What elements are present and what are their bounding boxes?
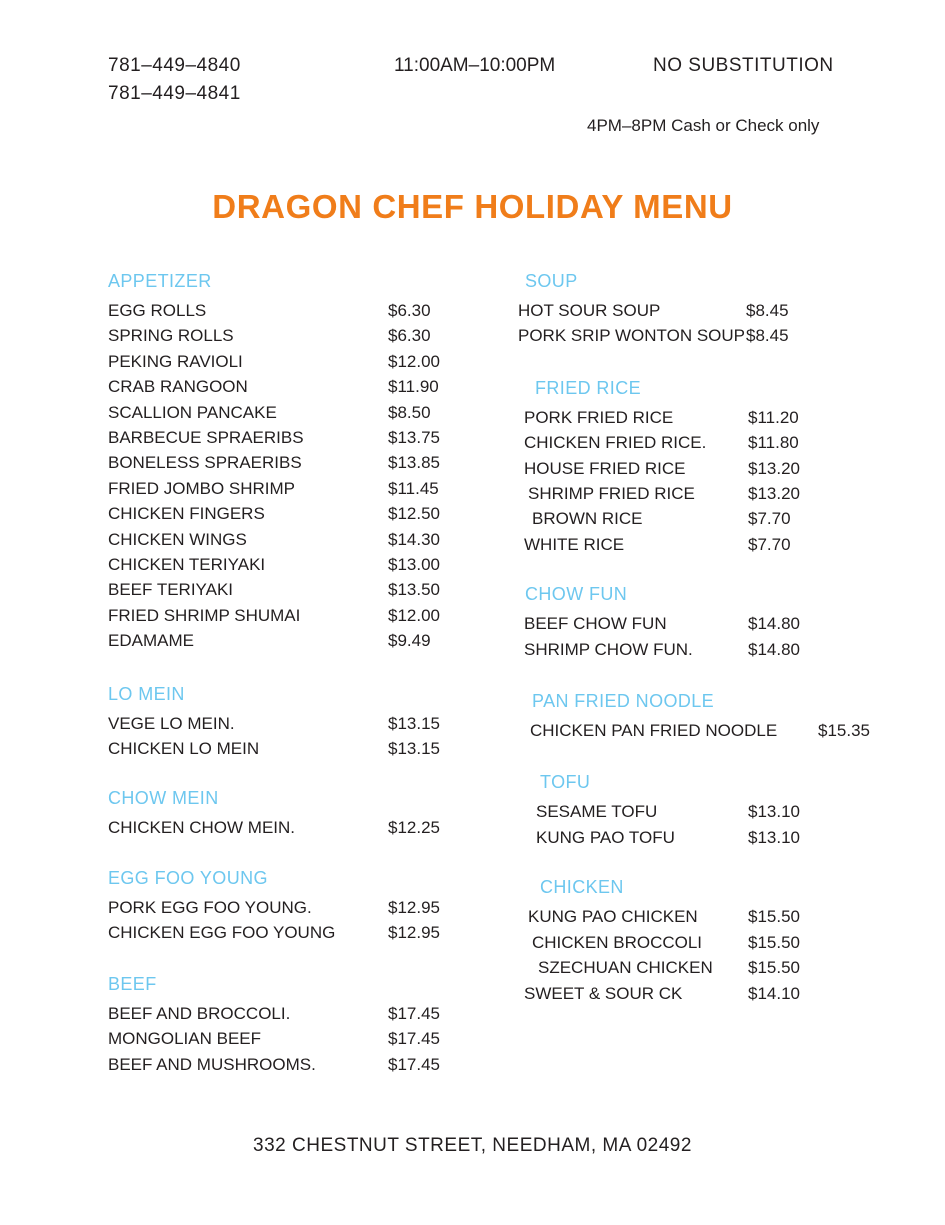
menu-header xyxy=(0,52,945,152)
menu-section xyxy=(108,681,468,785)
menu-item-price: $15.50 xyxy=(748,932,800,952)
menu-item-row xyxy=(518,955,898,980)
menu-item-name: BONELESS SPRAERIBS xyxy=(108,453,302,473)
menu-item-row xyxy=(108,920,468,945)
menu-item-row xyxy=(108,1001,468,1026)
menu-item-name: CHICKEN CHOW MEIN. xyxy=(108,817,295,837)
page-title: DRAGON CHEF HOLIDAY MENU xyxy=(212,188,733,225)
menu-item-price: $8.45 xyxy=(746,301,789,320)
menu-item-name: VEGE LO MEIN. xyxy=(108,713,235,733)
menu-item-name: SPRING ROLLS xyxy=(108,326,234,346)
section-title: CHOW FUN xyxy=(525,584,628,605)
menu-item-name: CHICKEN FINGERS xyxy=(108,504,265,524)
section-title: APPETIZER xyxy=(108,271,212,291)
menu-item-name: CRAB RANGOON xyxy=(108,377,248,397)
menu-item-name: SCALLION PANCAKE xyxy=(108,402,277,422)
menu-item-row xyxy=(108,323,468,348)
section-spacer xyxy=(518,743,898,769)
section-title: FRIED RICE xyxy=(535,377,642,398)
menu-section xyxy=(518,268,898,375)
menu-item-name: MONGOLIAN BEEF xyxy=(108,1029,262,1049)
menu-item-row xyxy=(518,904,898,929)
phone-number-primary: 781–449–4840 xyxy=(108,55,241,76)
menu-section xyxy=(518,375,898,581)
menu-item-name: KUNG PAO CHICKEN xyxy=(528,907,698,927)
section-spacer xyxy=(518,557,898,581)
menu-item-row xyxy=(518,405,898,430)
menu-item-row xyxy=(108,1052,468,1077)
menu-item-price: $14.10 xyxy=(748,983,800,1003)
menu-item-row xyxy=(108,349,468,374)
menu-item-name: CHICKEN EGG FOO YOUNG xyxy=(108,923,336,943)
menu-item-price: $9.49 xyxy=(388,631,431,651)
menu-item-row xyxy=(518,981,898,1006)
menu-item-price: $8.45 xyxy=(746,326,789,346)
menu-item-name: EDAMAME xyxy=(108,631,194,651)
menu-item-price: $12.00 xyxy=(388,351,440,371)
menu-item-row xyxy=(108,374,468,399)
menu-section xyxy=(108,268,468,681)
menu-item-price: $17.45 xyxy=(388,1054,440,1074)
menu-item-price: $13.10 xyxy=(748,802,800,822)
menu-item-price: $17.45 xyxy=(388,1003,440,1023)
menu-item-price: $11.90 xyxy=(388,377,439,397)
menu-item-row xyxy=(518,506,898,531)
menu-item-price: $14.30 xyxy=(388,529,440,549)
menu-item-name: BROWN RICE xyxy=(532,509,643,529)
menu-item-row xyxy=(518,456,898,481)
menu-item-name: BEEF AND BROCCOLI. xyxy=(108,1003,291,1023)
menu-item-name: SHRIMP CHOW FUN. xyxy=(524,639,693,659)
menu-item-row xyxy=(518,637,898,662)
menu-item-price: $13.10 xyxy=(748,827,800,847)
menu-item-row xyxy=(108,450,468,475)
menu-item-price: $7.70 xyxy=(748,534,791,554)
menu-item-row xyxy=(108,552,468,577)
section-title: EGG FOO YOUNG xyxy=(108,867,268,888)
menu-item-row xyxy=(108,476,468,501)
menu-item-price: $13.85 xyxy=(388,453,440,473)
section-spacer xyxy=(518,349,898,375)
menu-item-name: SZECHUAN CHICKEN xyxy=(538,958,713,978)
footer-address: 332 CHESTNUT STREET, NEEDHAM, MA 02492 xyxy=(253,1135,692,1156)
menu-item-row xyxy=(518,430,898,455)
menu-item-name: BEEF CHOW FUN xyxy=(524,614,667,634)
menu-item-row xyxy=(518,323,898,348)
menu-item-row xyxy=(518,532,898,557)
menu-item-price: $13.20 xyxy=(748,484,800,504)
menu-item-row xyxy=(518,718,898,743)
section-title: BEEF xyxy=(108,973,157,994)
menu-item-name: SWEET & SOUR CK xyxy=(524,983,683,1003)
menu-item-name: PORK SRIP WONTON SOUP xyxy=(518,326,746,346)
section-title: CHICKEN xyxy=(540,877,624,898)
menu-item-name: KUNG PAO TOFU xyxy=(536,827,675,847)
menu-item-price: $12.95 xyxy=(388,897,440,917)
menu-item-name: PORK EGG FOO YOUNG. xyxy=(108,897,312,917)
menu-item-row xyxy=(108,1026,468,1051)
menu-item-row xyxy=(108,527,468,552)
menu-section xyxy=(518,688,898,769)
section-spacer xyxy=(108,762,468,785)
menu-item-price: $15.35 xyxy=(818,721,870,741)
menu-item-row xyxy=(108,425,468,450)
menu-section xyxy=(518,874,898,1006)
no-substitution-note: NO SUBSTITUTION xyxy=(653,55,834,76)
menu-item-name: HOT SOUR SOUP xyxy=(518,301,661,320)
menu-item-price: $12.95 xyxy=(388,923,440,943)
section-title: SOUP xyxy=(525,271,578,291)
menu-section xyxy=(518,581,898,688)
phone-number-secondary: 781–449–4841 xyxy=(108,83,241,104)
menu-item-price: $15.50 xyxy=(748,907,800,927)
menu-item-price: $15.50 xyxy=(748,958,800,978)
menu-item-row xyxy=(108,736,468,761)
menu-item-name: EGG ROLLS xyxy=(108,301,207,320)
menu-item-price: $6.30 xyxy=(388,326,431,346)
menu-item-row xyxy=(108,628,468,653)
section-title: PAN FRIED NOODLE xyxy=(532,691,715,712)
menu-item-row xyxy=(518,825,898,850)
menu-item-row xyxy=(518,481,898,506)
menu-item-row xyxy=(108,400,468,425)
menu-item-name: HOUSE FRIED RICE xyxy=(524,458,686,478)
menu-item-name: CHICKEN FRIED RICE. xyxy=(524,433,707,453)
menu-item-name: BEEF AND MUSHROOMS. xyxy=(108,1054,316,1074)
menu-item-price: $13.75 xyxy=(388,428,440,448)
menu-item-row xyxy=(518,298,898,323)
menu-item-name: BARBECUE SPRAERIBS xyxy=(108,428,304,448)
menu-item-price: $13.20 xyxy=(748,458,800,478)
menu-item-name: SESAME TOFU xyxy=(536,802,658,822)
menu-item-name: FRIED JOMBO SHRIMP xyxy=(108,478,296,498)
menu-item-row xyxy=(518,930,898,955)
menu-item-row xyxy=(108,298,468,323)
menu-section xyxy=(518,769,898,874)
menu-item-price: $12.25 xyxy=(388,817,440,837)
menu-item-name: WHITE RICE xyxy=(524,534,625,554)
menu-item-price: $14.80 xyxy=(748,614,800,634)
menu-item-name: CHICKEN WINGS xyxy=(108,529,247,549)
section-spacer xyxy=(108,946,468,971)
menu-item-price: $12.00 xyxy=(388,605,440,625)
menu-item-name: CHICKEN TERIYAKI xyxy=(108,555,266,575)
menu-item-price: $12.50 xyxy=(388,504,440,524)
business-hours: 11:00AM–10:00PM xyxy=(394,55,556,76)
menu-item-name: SHRIMP FRIED RICE xyxy=(528,484,695,504)
menu-item-price: $11.45 xyxy=(388,478,439,498)
menu-item-price: $13.00 xyxy=(388,555,440,575)
menu-item-price: $7.70 xyxy=(748,509,791,529)
section-spacer xyxy=(108,840,468,865)
menu-column-left xyxy=(108,268,468,1077)
menu-item-price: $11.20 xyxy=(748,407,799,427)
menu-item-price: $13.15 xyxy=(388,713,440,733)
menu-item-row xyxy=(108,603,468,628)
menu-item-name: FRIED SHRIMP SHUMAI xyxy=(108,605,301,625)
menu-item-name: CHICKEN LO MEIN xyxy=(108,739,260,759)
phone-numbers xyxy=(108,52,241,108)
section-spacer xyxy=(518,662,898,688)
section-spacer xyxy=(108,654,468,681)
section-title: LO MEIN xyxy=(108,683,185,704)
menu-item-price: $17.45 xyxy=(388,1029,440,1049)
menu-item-row xyxy=(518,799,898,824)
menu-column-right xyxy=(518,268,898,1006)
menu-item-name: CHICKEN PAN FRIED NOODLE xyxy=(530,721,778,741)
menu-section xyxy=(108,785,468,865)
menu-section xyxy=(108,865,468,971)
menu-item-price: $14.80 xyxy=(748,639,800,659)
cash-or-check-note: 4PM–8PM Cash or Check only xyxy=(587,116,820,135)
menu-item-price: $8.50 xyxy=(388,402,431,422)
menu-item-row xyxy=(518,611,898,636)
menu-item-row xyxy=(108,501,468,526)
menu-item-row xyxy=(108,711,468,736)
menu-item-name: BEEF TERIYAKI xyxy=(108,580,234,600)
menu-item-name: PEKING RAVIOLI xyxy=(108,351,243,371)
menu-item-name: PORK FRIED RICE xyxy=(524,407,674,427)
menu-item-price: $11.80 xyxy=(748,433,799,453)
section-spacer xyxy=(518,850,898,874)
menu-item-price: $13.15 xyxy=(388,739,440,759)
section-title: CHOW MEIN xyxy=(108,787,219,808)
menu-item-row xyxy=(108,815,468,840)
menu-item-row xyxy=(108,895,468,920)
section-title: TOFU xyxy=(540,772,591,793)
menu-item-name: CHICKEN BROCCOLI xyxy=(532,932,703,952)
menu-section xyxy=(108,971,468,1077)
menu-item-row xyxy=(108,577,468,602)
menu-item-price: $6.30 xyxy=(388,301,431,320)
menu-item-price: $13.50 xyxy=(388,580,440,600)
